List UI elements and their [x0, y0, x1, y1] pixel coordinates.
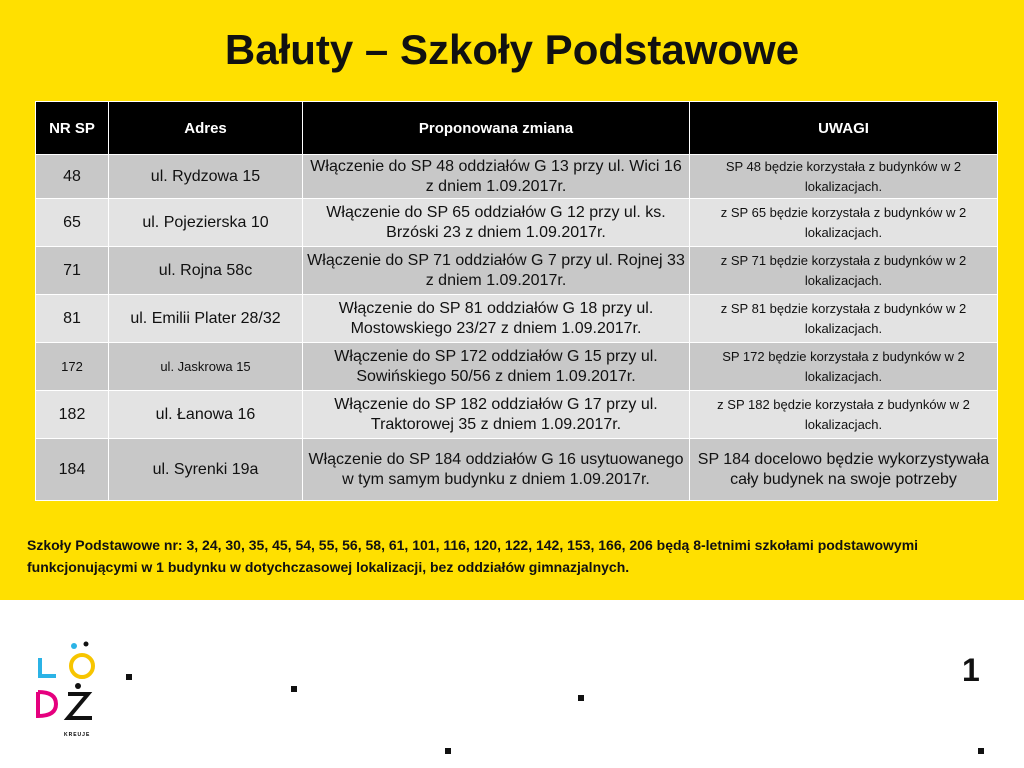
cell-adres: ul. Rydzowa 15: [109, 155, 303, 199]
table-header-row: [36, 102, 998, 155]
cell-uwagi: z SP 65 będzie korzystała z budynków w 2 lokalizacjach.: [690, 199, 998, 247]
cell-uwagi: SP 184 docelowo będzie wykorzystywała cały budynek na swoje potrzeby: [690, 439, 998, 501]
cell-nr: 71: [36, 247, 109, 295]
lodz-logo: [30, 636, 102, 737]
table-row: [36, 343, 998, 391]
cell-uwagi: z SP 81 będzie korzystała z budynków w 2 lokalizacjach.: [690, 295, 998, 343]
decorative-dot: [126, 674, 132, 680]
cell-nr: 184: [36, 439, 109, 501]
cell-adres: ul. Łanowa 16: [109, 391, 303, 439]
cell-uwagi: z SP 71 będzie korzystała z budynków w 2 lokalizacjach.: [690, 247, 998, 295]
cell-nr: 182: [36, 391, 109, 439]
table-row: [36, 439, 998, 501]
cell-zmiana: Włączenie do SP 65 oddziałów G 12 przy ul. ks. Brzóski 23 z dniem 1.09.2017r.: [303, 199, 690, 247]
page-number: 1: [962, 652, 980, 688]
table-row: [36, 247, 998, 295]
cell-adres: ul. Emilii Plater 28/32: [109, 295, 303, 343]
decorative-dot: [978, 748, 984, 754]
cell-adres: ul. Pojezierska 10: [109, 199, 303, 247]
cell-zmiana: Włączenie do SP 184 oddziałów G 16 usytuowanego w tym samym budynku z dniem 1.09.2017r.: [303, 439, 690, 501]
decorative-dot: [291, 686, 297, 692]
page-title: Bałuty – Szkoły Podstawowe: [224, 26, 800, 73]
header-nr-sp: NR SP: [36, 102, 109, 155]
header-adres: Adres: [109, 102, 303, 155]
cell-adres: ul. Rojna 58c: [109, 247, 303, 295]
cell-zmiana: Włączenie do SP 182 oddziałów G 17 przy ul. Traktorowej 35 z dniem 1.09.2017r.: [303, 391, 690, 439]
cell-nr: 48: [36, 155, 109, 199]
header-proponowana-zmiana: Proponowana zmiana: [303, 102, 690, 155]
table-row: [36, 155, 998, 199]
footer-note: Szkoły Podstawowe nr: 3, 24, 30, 35, 45, 54, 55, 56, 58, 61, 101, 116, 120, 122, 142, 153, 166, 206 będą 8-letnimi szkołami podstawowymi funkcjonującymi w 1 budynku w dotychczasowej lokalizacji, bez oddziałów gimnazjalnych.: [27, 537, 919, 575]
cell-nr: 81: [36, 295, 109, 343]
cell-nr: 172: [36, 343, 109, 391]
logo-caption: KREUJE: [64, 732, 91, 738]
cell-zmiana: Włączenie do SP 172 oddziałów G 15 przy ul. Sowińskiego 50/56 z dniem 1.09.2017r.: [303, 343, 690, 391]
cell-uwagi: SP 48 będzie korzystała z budynków w 2 lokalizacjach.: [690, 155, 998, 199]
table-row: [36, 295, 998, 343]
cell-uwagi: z SP 182 będzie korzystała z budynków w 2 lokalizacjach.: [690, 391, 998, 439]
decorative-dot: [445, 748, 451, 754]
cell-zmiana: Włączenie do SP 81 oddziałów G 18 przy ul. Mostowskiego 23/27 z dniem 1.09.2017r.: [303, 295, 690, 343]
cell-uwagi: SP 172 będzie korzystała z budynków w 2 lokalizacjach.: [690, 343, 998, 391]
table-row: [36, 199, 998, 247]
cell-adres: ul. Syrenki 19a: [109, 439, 303, 501]
cell-zmiana: Włączenie do SP 71 oddziałów G 7 przy ul. Rojnej 33 z dniem 1.09.2017r.: [303, 247, 690, 295]
decorative-dot: [578, 695, 584, 701]
header-uwagi: UWAGI: [690, 102, 998, 155]
cell-adres: ul. Jaskrowa 15: [109, 343, 303, 391]
cell-zmiana: Włączenie do SP 48 oddziałów G 13 przy ul. Wici 16 z dniem 1.09.2017r.: [303, 155, 690, 199]
lodz-logo-icon: [30, 636, 102, 732]
table-row: [36, 391, 998, 439]
schools-table: [35, 101, 998, 501]
cell-nr: 65: [36, 199, 109, 247]
